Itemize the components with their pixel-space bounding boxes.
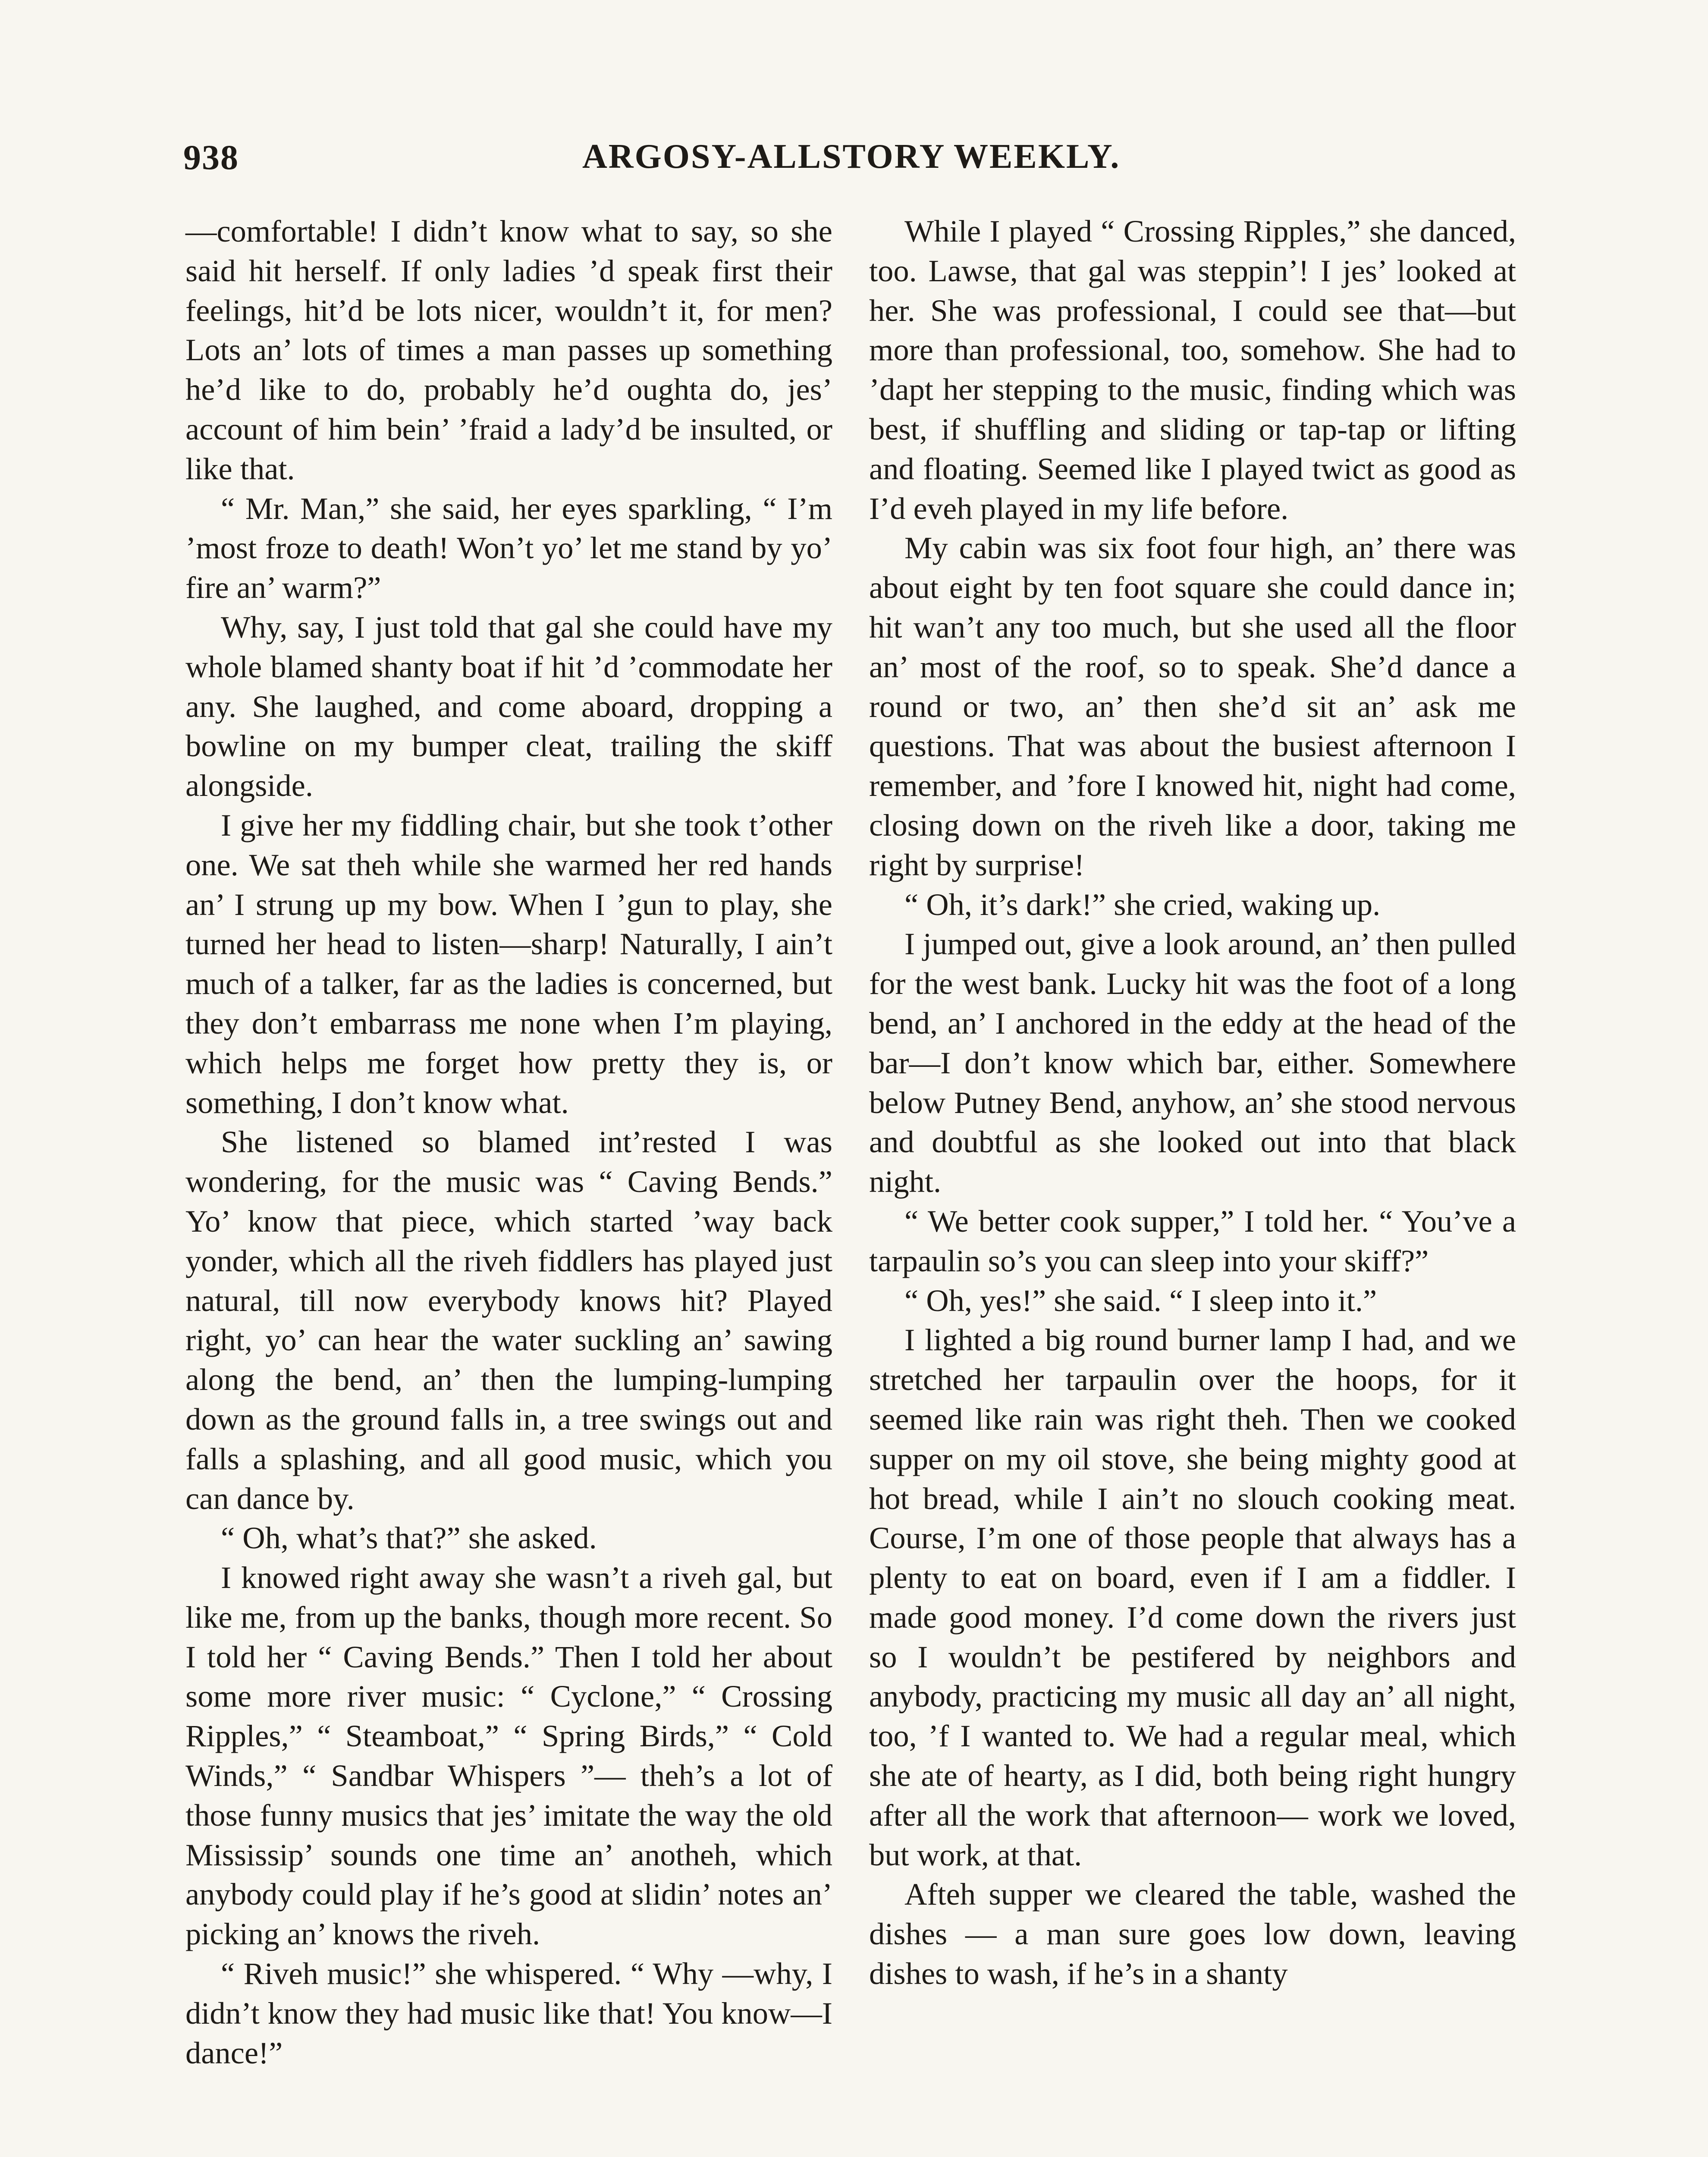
paragraph: “ Oh, what’s that?” she asked. xyxy=(221,1520,597,1556)
left-column xyxy=(185,211,832,2072)
paragraph: “ Oh, it’s dark!” she cried, waking up. xyxy=(904,887,1381,922)
paragraph: Afteh supper we cleared the table, washed the dishes — a man sure goes low down, leaving dishes to wash, if he’s in a shanty xyxy=(869,1877,1516,1991)
paragraph: I lighted a big round burner lamp I had, and we stretched her tarpaulin over the hoops, for it seemed like rain was right theh. Then we cooked supper on my oil stove, she being mighty good at hot bread, while I ain’t no slouch cooking meat. Course, I’m one of those people that always has a plenty to eat on board, even if I am a fiddler. I made good money. I’d come down the rivers just so I wouldn’t be pestifered by neighbors and anybody, practicing my music all day an’ all night, too, ’f I wanted to. We had a regular meal, which she ate of hearty, as I did, both being right hungry after all the work that afternoon— work we loved, but work, at that. xyxy=(869,1322,1516,1872)
paragraph: I knowed right away she wasn’t a riveh gal, but like me, from up the banks, though more recent. So I told her “ Caving Bends.” Then I told her about some more river music: “ Cyclone,” “ Crossing Ripples,” “ Steamboat,” “ Spring Birds,” “ Cold Winds,” “ Sandbar Whispers ”— theh’s a lot of those funny musics that jes’ imitate the way the old Mississip’ sounds one time an’ anotheh, which anybody could play if he’s good at slidin’ notes an’ picking an’ knows the riveh. xyxy=(185,1560,832,1952)
paragraph: “ Oh, yes!” she said. “ I sleep into it.” xyxy=(904,1283,1377,1318)
paragraph: I jumped out, give a look around, an’ then pulled for the west bank. Lucky hit was the foot of a long bend, an’ I anchored in the eddy at the head of the bar—I don’t know which bar, either. Somewhere below Putney Bend, anyhow, an’ she stood nervous and doubtful as she looked out into that black night. xyxy=(869,926,1516,1199)
paragraph: While I played “ Crossing Ripples,” she danced, too. Lawse, that gal was steppin’! I jes’ looked at her. She was professional, I could see that—but more than professional, too, somehow. She had to ’dapt her stepping to the music, finding which was best, if shuffling and sliding or tap-tap or lifting and floating. Seemed like I played twict as good as I’d eveh played in my life before. xyxy=(869,214,1516,526)
page-header xyxy=(183,137,1520,185)
right-column xyxy=(869,211,1516,1993)
running-title: ARGOSY-ALLSTORY WEEKLY. xyxy=(582,138,1121,176)
paragraph: “ Mr. Man,” she said, her eyes sparkling, “ I’m ’most froze to death! Won’t yo’ let me stand by yo’ fire an’ warm?” xyxy=(185,491,832,605)
paragraph: I give her my fiddling chair, but she took t’other one. We sat theh while she warmed her red hands an’ I strung up my bow. When I ’gun to play, she turned her head to listen—sharp! Naturally, I ain’t much of a talker, far as the ladies is concerned, but they don’t embarrass me none when I’m playing, which helps me forget how pretty they is, or something, I don’t know what. xyxy=(185,807,832,1120)
paragraph: My cabin was six foot four high, an’ there was about eight by ten foot square she could dance in; hit wan’t any too much, but she used all the floor an’ most of the roof, so to speak. She’d dance a round or two, an’ then she’d sit an’ ask me questions. That was about the busiest afternoon I remember, and ’fore I knowed hit, night had come, closing down on the riveh like a door, taking me right by surprise! xyxy=(869,530,1516,882)
paragraph: —comfortable! I didn’t know what to say, so she said hit herself. If only ladies ’d speak first their feelings, hit’d be lots nicer, wouldn’t it, for men? Lots an’ lots of times a man passes up something he’d like to do, probably he’d oughta do, jes’ account of him bein’ ’fraid a lady’d be insulted, or like that. xyxy=(185,214,832,486)
paragraph: Why, say, I just told that gal she could have my whole blamed shanty boat if hit ’d ’commodate her any. She laughed, and come aboard, dropping a bowline on my bumper cleat, trailing the skiff alongside. xyxy=(185,609,832,803)
paragraph: “ Riveh music!” she whispered. “ Why —why, I didn’t know they had music like that! You know—I dance!” xyxy=(185,1956,832,2070)
page-number: 938 xyxy=(183,138,239,177)
paragraph: “ We better cook supper,” I told her. “ You’ve a tarpaulin so’s you can sleep into your skiff?” xyxy=(869,1203,1516,1278)
paragraph: She listened so blamed int’rested I was wondering, for the music was “ Caving Bends.” Yo’ know that piece, which started ’way back yonder, which all the riveh fiddlers has played just natural, till now everybody knows hit? Played right, yo’ can hear the water suckling an’ sawing along the bend, an’ then the lumping-lumping down as the ground falls in, a tree swings out and falls a splashing, and all good music, which you can dance by. xyxy=(185,1124,832,1516)
